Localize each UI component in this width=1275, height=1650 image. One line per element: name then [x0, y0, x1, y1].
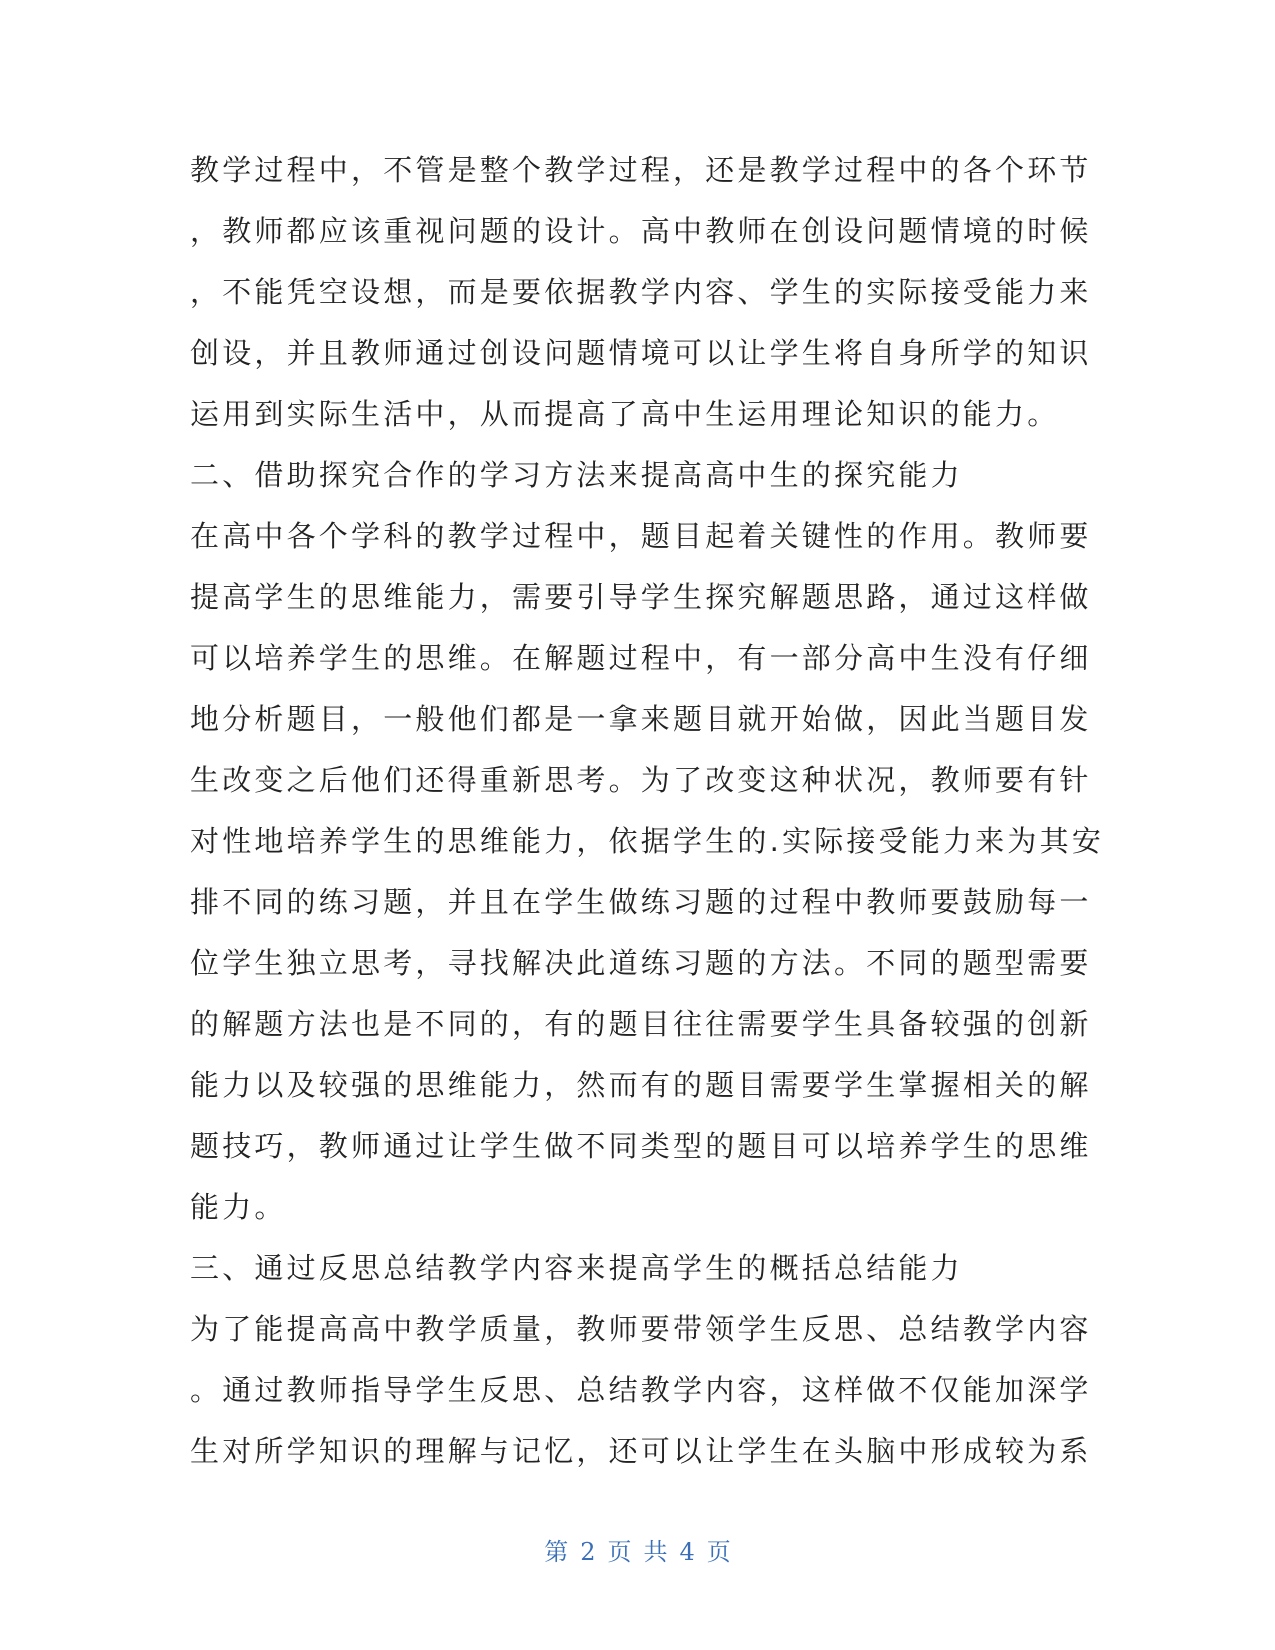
- text-line: 题技巧，教师通过让学生做不同类型的题目可以培养学生的思维: [190, 1129, 1092, 1163]
- text-line: 为了能提高高中教学质量，教师要带领学生反思、总结教学内容: [190, 1312, 1092, 1346]
- page-unit: 页: [607, 1538, 632, 1566]
- text-line: 在高中各个学科的教学过程中，题目起着关键性的作用。教师要: [190, 519, 1092, 553]
- body-text: [190, 140, 1105, 1482]
- text-line: 能力。: [190, 1190, 287, 1224]
- text-line: 运用到实际生活中，从而提高了高中生运用理论知识的能力。: [190, 397, 1060, 431]
- text-line: 创设，并且教师通过创设问题情境可以让学生将自身所学的知识: [190, 336, 1092, 370]
- text-line: 教学过程中，不管是整个教学过程，还是教学过程中的各个环节: [190, 153, 1092, 187]
- section-heading: 三、通过反思总结教学内容来提高学生的概括总结能力: [190, 1251, 963, 1285]
- text-line: 可以培养学生的思维。在解题过程中，有一部分高中生没有仔细: [190, 641, 1092, 675]
- text-line: ，教师都应该重视问题的设计。高中教师在创设问题情境的时候: [190, 214, 1092, 248]
- page-prefix: 第: [544, 1538, 569, 1566]
- text-line: ，不能凭空设想，而是要依据教学内容、学生的实际接受能力来: [190, 275, 1092, 309]
- text-line: 生改变之后他们还得重新思考。为了改变这种状况，教师要有针: [190, 763, 1092, 797]
- total-prefix: 共: [643, 1538, 668, 1566]
- text-line: 提高学生的思维能力，需要引导学生探究解题思路，通过这样做: [190, 580, 1092, 614]
- page-total: 4: [679, 1538, 695, 1566]
- section-heading: 二、借助探究合作的学习方法来提高高中生的探究能力: [190, 458, 963, 492]
- text-line: 地分析题目，一般他们都是一拿来题目就开始做，因此当题目发: [190, 702, 1092, 736]
- text-line: 。通过教师指导学生反思、总结教学内容，这样做不仅能加深学: [190, 1373, 1092, 1407]
- text-line: 对性地培养学生的思维能力，依据学生的.实际接受能力来为其安: [190, 824, 1105, 858]
- text-line: 生对所学知识的理解与记忆，还可以让学生在头脑中形成较为系: [190, 1434, 1092, 1468]
- text-line: 排不同的练习题，并且在学生做练习题的过程中教师要鼓励每一: [190, 885, 1092, 919]
- text-line: 的解题方法也是不同的，有的题目往往需要学生具备较强的创新: [190, 1007, 1092, 1041]
- page-current: 2: [580, 1538, 596, 1566]
- total-unit: 页: [706, 1538, 731, 1566]
- page-footer: [0, 1532, 1275, 1567]
- text-line: 位学生独立思考，寻找解决此道练习题的方法。不同的题型需要: [190, 946, 1092, 980]
- text-line: 能力以及较强的思维能力，然而有的题目需要学生掌握相关的解: [190, 1068, 1092, 1102]
